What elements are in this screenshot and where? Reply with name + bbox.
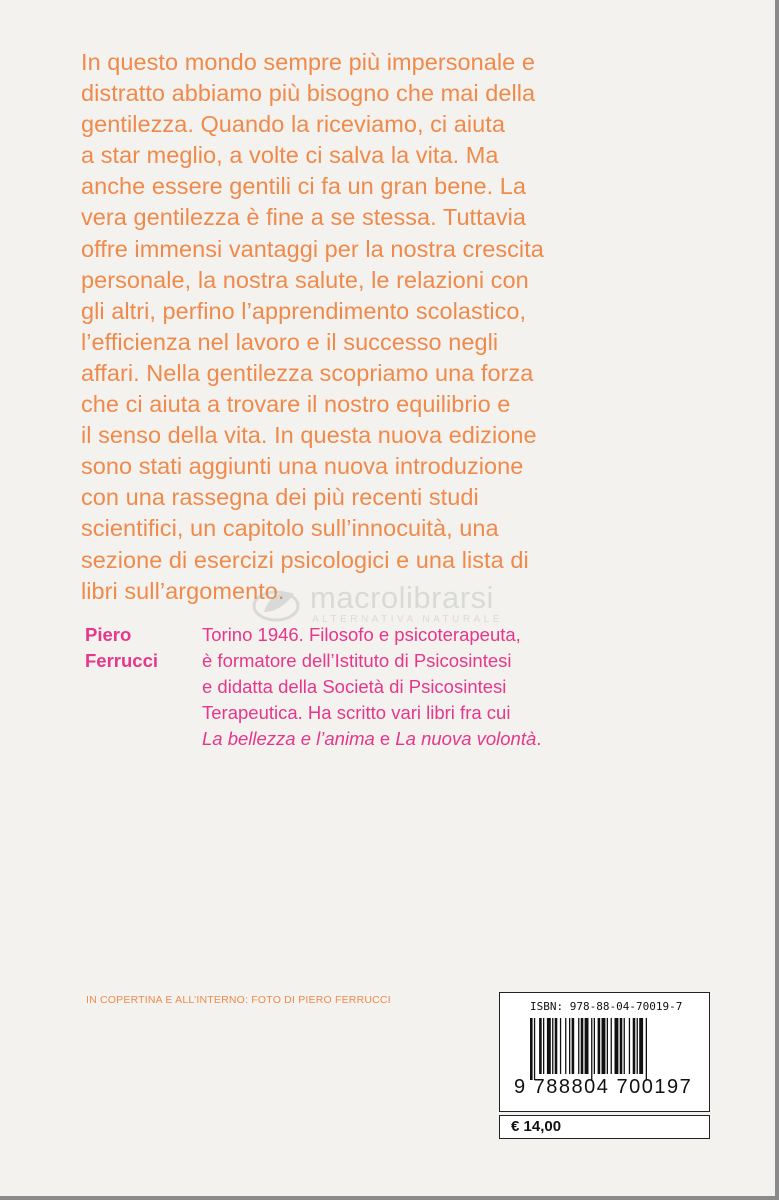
blurb-line: il senso della vita. In questa nuova edizione	[81, 422, 537, 449]
barcode-bar	[591, 1018, 592, 1080]
barcode-bar	[607, 1018, 608, 1074]
blurb-line: sono stati aggiunti una nuova introduzione	[81, 453, 524, 480]
blurb-line: vera gentilezza è fine a se stessa. Tuttavia	[81, 204, 527, 231]
barcode-bar	[547, 1018, 551, 1074]
ean-number: 9 788804 700197	[514, 1076, 693, 1098]
isbn-label: ISBN: 978-88-04-70019-7	[530, 1000, 683, 1013]
barcode-bar	[637, 1018, 638, 1074]
barcode-bar	[602, 1018, 606, 1074]
book-title: La bellezza e l’anima	[202, 728, 375, 749]
barcode-bar	[581, 1018, 584, 1074]
author-last-name: Ferrucci	[85, 650, 159, 671]
blurb-line: gentilezza. Quando la riceviamo, ci aiuta	[81, 111, 505, 138]
blurb-line: personale, la nostra salute, le relazioni con	[81, 266, 529, 293]
price: € 14,00	[511, 1118, 562, 1135]
blurb-line: distratto abbiamo più bisogno che mai della	[81, 80, 536, 107]
blurb-line: gli altri, perfino l’apprendimento scolastico,	[81, 297, 527, 324]
watermark-tagline: ALTERNATIVA NATURALE	[312, 614, 503, 625]
blurb-line: scientifici, un capitolo sull’innocuità, una	[81, 515, 499, 542]
blurb-line: l’efficienza nel lavoro e il successo negli	[81, 328, 499, 355]
blurb-line: affari. Nella gentilezza scopriamo una forza	[81, 359, 534, 386]
barcode-bar	[555, 1018, 558, 1074]
bio-line: e didatta della Società di Psicosintesi	[202, 676, 507, 697]
leaf-logo-icon	[248, 582, 304, 626]
blurb-line: a star meglio, a volte ci salva la vita. Ma	[81, 142, 499, 169]
barcode-bar	[646, 1018, 647, 1080]
blurb-line: anche essere gentili ci fa un gran bene. La	[81, 173, 527, 200]
barcode-bar	[639, 1018, 643, 1074]
blurb-line: In questo mondo sempre più impersonale e	[81, 49, 535, 75]
barcode-bar	[569, 1018, 570, 1074]
bio-line: è formatore dell’Istituto di Psicosintesi	[202, 650, 512, 671]
barcode-bar	[611, 1018, 612, 1074]
photo-credit: IN COPERTINA E ALL’INTERNO: FOTO DI PIERO FERRUCCI	[86, 994, 391, 1006]
barcode-bar	[534, 1018, 535, 1080]
bio-line: Torino 1946. Filosofo e psicoterapeuta,	[202, 624, 521, 645]
barcode-bar	[543, 1018, 544, 1074]
barcode-bar	[560, 1018, 561, 1074]
barcode-bar	[539, 1018, 542, 1074]
barcode-bar	[598, 1018, 601, 1074]
conjunction: e	[374, 728, 396, 749]
barcode-bar	[552, 1018, 553, 1074]
barcode-bar	[624, 1018, 625, 1074]
barcode-bar	[572, 1018, 575, 1074]
barcode-bar	[629, 1018, 630, 1074]
price-box	[499, 1115, 710, 1139]
barcode-bar	[530, 1018, 533, 1080]
watermark-name: macrolibrarsi	[310, 580, 494, 615]
blurb-line: con una rassegna dei più recenti studi	[81, 484, 479, 511]
bio-line: Terapeutica. Ha scritto vari libri fra cui	[202, 702, 511, 723]
bio-end: .	[536, 728, 542, 749]
barcode-bar	[620, 1018, 623, 1074]
blurb-line: offre immensi vantaggi per la nostra crescita	[81, 235, 544, 262]
book-title: La nuova volontà	[395, 728, 537, 749]
blurb-line: sezione di esercizi psicologici e una lista di	[81, 546, 529, 573]
author-bio	[202, 622, 762, 752]
blurb-line: che ci aiuta a trovare il nostro equilibrio e	[81, 391, 511, 418]
author-name	[85, 622, 185, 674]
barcode-box	[499, 992, 710, 1112]
bio-line-books	[202, 726, 762, 752]
barcode-bar	[565, 1018, 566, 1074]
blurb-line: libri sull’argomento.	[81, 577, 285, 604]
barcode-bar	[594, 1018, 595, 1074]
blurb-text	[81, 47, 641, 607]
barcode-bar	[585, 1018, 589, 1074]
barcode-bar	[615, 1018, 619, 1074]
barcode-bar	[578, 1018, 579, 1074]
author-first-name: Piero	[85, 624, 132, 645]
barcode-bar	[633, 1018, 636, 1074]
